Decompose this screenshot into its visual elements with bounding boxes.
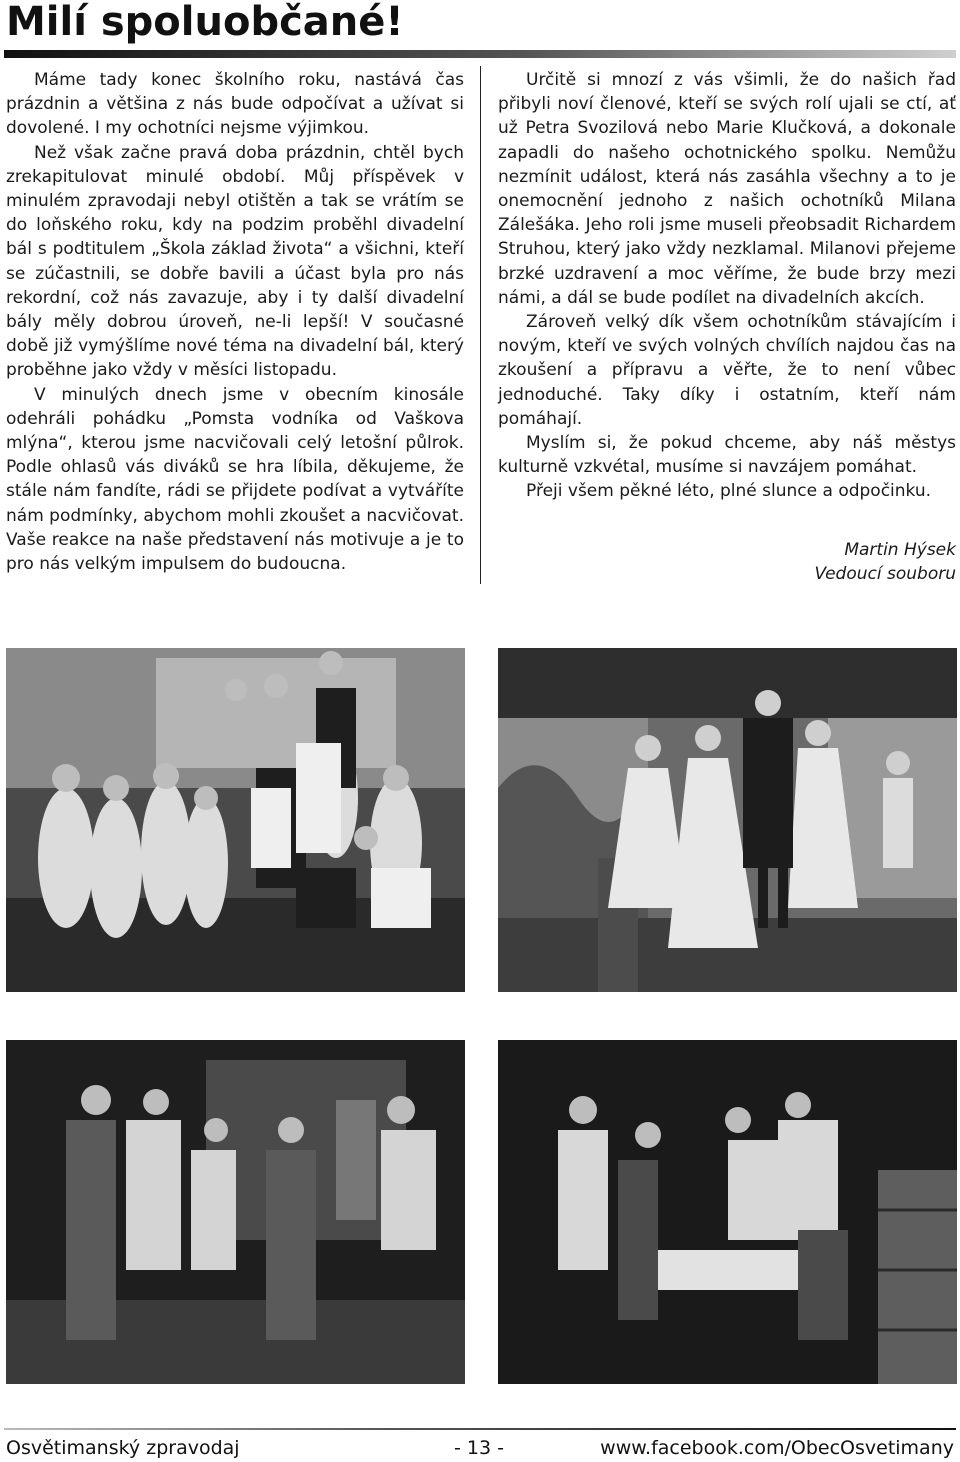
table-scene-image xyxy=(498,1040,957,1384)
signature-name: Martin Hýsek xyxy=(844,539,956,560)
photo-cast-group xyxy=(6,648,465,992)
paragraph: Máme tady konec školního roku, nastává čas prázdnin a většina z nás bude odpočívat a užívat si dovolené. I my ochotníci nejsme výjimkou. xyxy=(6,70,464,139)
paragraph: Než však začne pravá doba prázdnin, chtěl bych zrekapitulovat minulé období. Můj příspěvek v minulém zpravodaji nebyl otištěn a tak se vrátím se do loňského roku, kdy na podzim proběhl divadelní bál s podtitulem „Škola základ života“ a všichni, kteří se zúčastnili, se dobře bavili a účast byla pro nás rekordní, což nás zavazuje, aby i ty další divadelní bály měly dobrou úroveň, ne-li lepší! V současné době již vymýšlíme nové téma na divadelní bál, který proběhne jako vždy v měsíci listopadu. xyxy=(6,142,464,381)
photo-dance-scene xyxy=(498,648,957,992)
photo-table-scene xyxy=(498,1040,957,1384)
title-underline xyxy=(4,50,956,58)
right-article-column xyxy=(498,68,956,586)
signature xyxy=(498,538,956,586)
paragraph: Přeji všem pěkné léto, plné slunce a odpočinku. xyxy=(526,481,932,502)
paragraph: Myslím si, že pokud chceme, aby náš městys kulturně vzkvétal, musíme si navzájem pomáhat. xyxy=(498,433,956,478)
publication-name: Osvětimanský zpravodaj xyxy=(6,1437,240,1459)
paragraph: V minulých dnech jsme v obecním kinosále odehráli pohádku „Pomsta vodníka od Vaškova mlýna“, kterou jsme nacvičovali celý letošní půlrok. Podle ohlasů vás diváků se hra líbila, děkujeme, že stále nám fandíte, rádi se přijdete podívat a vytváříte nám podmínky, abychom mohli zkoušet a nacvičovat. Vaše reakce na naše představení nás motivuje a je to pro nás velkým impulsem do budoucna. xyxy=(6,384,464,575)
signature-role: Vedoucí souboru xyxy=(814,563,956,584)
left-article-column xyxy=(6,68,464,576)
page-number: - 13 - xyxy=(454,1437,504,1459)
cast-group-image xyxy=(6,648,465,992)
paragraph: Zároveň velký dík všem ochotníkům stávajícím i novým, kteří ve svých volných chvílích najdou čas na zkoušení a přípravu a věřte, že to není vůbec jednoduché. Taky díky i ostatním, kteří nám pomáhají. xyxy=(498,312,956,429)
footer-rule xyxy=(4,1428,956,1430)
paragraph: Určitě si mnozí z vás všimli, že do našich řad přibyli noví členové, kteří se svých rolí ujali se ctí, ať už Petra Svozilová nebo Marie Klučková, a dokonale zapadli do našeho ochotnického spolku. Nemůžu nezmínit událost, která nás zasáhla všechny a to je onemocnění jednoho z našich ochotníků Milana Zálešáka. Jeho roli jsme museli přeobsadit Richardem Struhou, který jako vždy nezklamal. Milanovi přejeme brzké uzdravení a moc věříme, že bude brzy mezi námi, a dál se bude podílet na divadelních akcích. xyxy=(498,70,956,308)
column-divider xyxy=(480,66,481,584)
page-title: Milí spoluobčané! xyxy=(6,0,404,45)
stage-lineup-image xyxy=(6,1040,465,1384)
dance-scene-image xyxy=(498,648,957,992)
photo-stage-lineup xyxy=(6,1040,465,1384)
facebook-link[interactable]: www.facebook.com/ObecOsvetimany xyxy=(600,1437,954,1459)
